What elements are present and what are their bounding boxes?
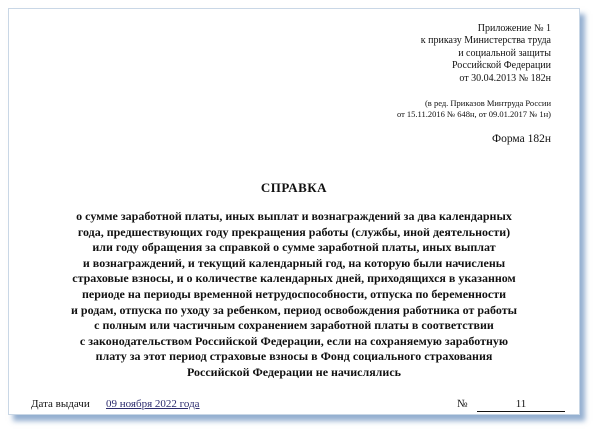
subject-line: или году обращения за справкой о сумме заработной платы, иных выплат	[92, 240, 496, 255]
document-page	[8, 8, 580, 415]
issue-footer	[31, 398, 555, 414]
amendment-line: от 15.11.2016 № 648н, от 09.01.2017 № 1н)	[396, 109, 551, 119]
number-value: 11	[477, 398, 565, 412]
document-title: СПРАВКА	[260, 180, 328, 195]
subject-line: и родам, отпуска по уходу за ребенком, период освобождения работника от работы	[70, 302, 518, 317]
annex-line: и социальной защиты	[458, 47, 551, 59]
subject-line: с полным или частичным сохранением заработной платы в соответствии	[94, 318, 494, 333]
number-label: №	[457, 398, 468, 410]
subject-line: с законодательством Российской Федерации, если на сохраняемую заработную	[79, 333, 509, 348]
document-subject	[23, 209, 565, 381]
annex-line: от 30.04.2013 № 182н	[459, 72, 551, 84]
form-label: Форма 182н	[492, 133, 551, 145]
issue-date-label: Дата выдачи	[31, 398, 90, 410]
annex-line: к приказу Министерства труда	[420, 35, 551, 47]
annex-line: Российской Федерации	[451, 60, 551, 72]
subject-line: страховые взносы, и о количестве календарных дней, приходящихся в указанном	[72, 271, 516, 286]
subject-line: плату за этот период страховые взносы в Фонд социального страхования	[95, 349, 493, 364]
amendment-note	[397, 98, 551, 120]
amendment-line: (в ред. Приказов Минтруда России	[424, 98, 551, 108]
issue-date-value: 09 ноября 2022 года	[106, 398, 200, 410]
subject-line: периоде на периоды временной нетрудоспособности, отпуска по беременности	[81, 286, 507, 301]
subject-line: о сумме заработной платы, иных выплат и вознаграждений за два календарных	[76, 209, 512, 223]
annex-header	[421, 23, 551, 85]
subject-line: и вознаграждений, и текущий календарный год, на которую были начислены	[82, 255, 506, 270]
subject-line: Российской Федерации не начислялись	[186, 364, 402, 379]
subject-line: года, предшествующих году прекращения работы (службы, иной деятельности)	[77, 224, 511, 239]
annex-line: Приложение № 1	[477, 23, 551, 34]
